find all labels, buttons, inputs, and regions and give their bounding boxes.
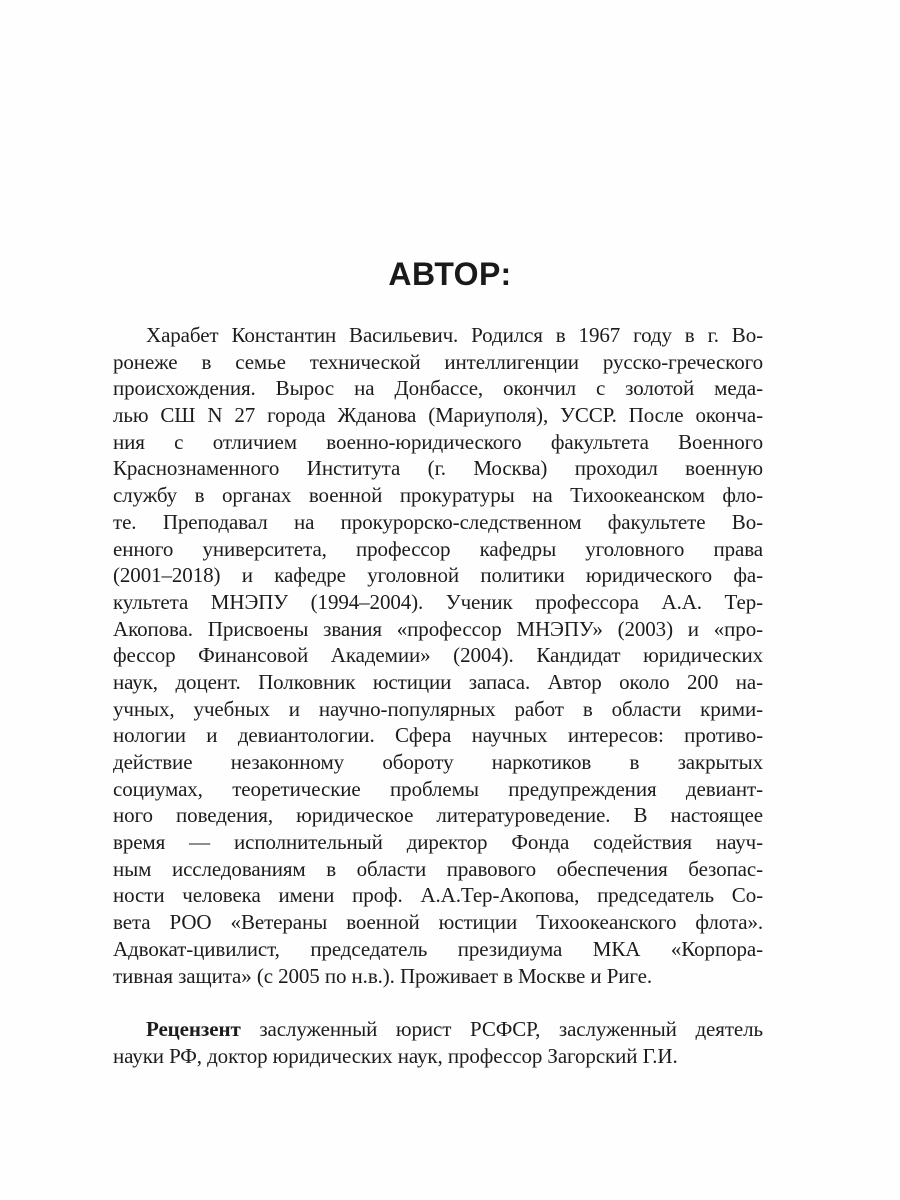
bio-line: Краснознаменного Института (г. Москва) проходил военную — [113, 456, 763, 481]
bio-line: (2001–2018) и кафедре уголовной политики юридического фа- — [113, 563, 763, 588]
bio-line: происхождения. Вырос на Донбассе, окончил с золотой меда- — [113, 376, 763, 401]
reviewer-line: науки РФ, доктор юридических наук, профессор Загорский Г.И. — [113, 1043, 678, 1068]
bio-line: Харабет Константин Васильевич. Родился в 1967 году в г. Во- — [146, 323, 763, 347]
bio-line: Адвокат-цивилист, председатель президиума МКА «Корпора- — [113, 936, 763, 961]
bio-line: ности человека имени проф. А.А.Тер-Акопова, председатель Со- — [113, 883, 763, 908]
bio-line: вета РОО «Ветераны военной юстиции Тихоокеанского флота». — [113, 910, 763, 935]
bio-line: тивная защита» (с 2005 по н.в.). Проживает в Москве и Риге. — [113, 963, 653, 988]
bio-line: ным исследованиям в области правового обеспечения безопас- — [113, 856, 763, 881]
reviewer-paragraph — [113, 1016, 763, 1069]
bio-line: ного поведения, юридическое литературоведение. В настоящее — [113, 803, 763, 828]
reviewer-line-rest: заслуженный юрист РСФСР, заслуженный деятель — [240, 1017, 763, 1041]
bio-line: учных, учебных и научно-популярных работ в области крими- — [113, 696, 763, 721]
reviewer-line — [113, 1016, 763, 1043]
bio-line: службу в органах военной прокуратуры на Тихоокеанском фло- — [113, 483, 763, 508]
page-title: АВТОР: — [388, 256, 512, 292]
bio-line: социумах, теоретические проблемы предупреждения девиант- — [113, 776, 763, 801]
bio-line: ния с отличием военно-юридического факультета Военного — [113, 429, 763, 454]
author-bio-paragraph — [113, 322, 763, 989]
reviewer-label: Рецензент — [146, 1017, 241, 1041]
bio-line: наук, доцент. Полковник юстиции запаса. Автор около 200 на- — [113, 669, 763, 694]
bio-line: нологии и девиантологии. Сфера научных интересов: противо- — [113, 723, 763, 748]
bio-line: фессор Финансовой Академии» (2004). Кандидат юридических — [113, 643, 763, 668]
bio-line: лью СШ N 27 города Жданова (Мариуполя), УССР. После оконча- — [113, 403, 763, 428]
bio-line: действие незаконному обороту наркотиков в закрытых — [113, 750, 763, 774]
bio-line: время — исполнительный директор Фонда содействия науч- — [113, 830, 763, 855]
bio-line: культета МНЭПУ (1994–2004). Ученик профессора А.А. Тер- — [113, 589, 763, 614]
bio-line: Акопова. Присвоены звания «профессор МНЭПУ» (2003) и «про- — [113, 616, 763, 641]
bio-line: енного университета, профессор кафедры уголовного права — [113, 536, 763, 561]
bio-line: те. Преподавал на прокурорско-следственном факультете Во- — [113, 509, 763, 534]
bio-line: ронеже в семье технической интеллигенции русско-греческого — [113, 349, 763, 374]
